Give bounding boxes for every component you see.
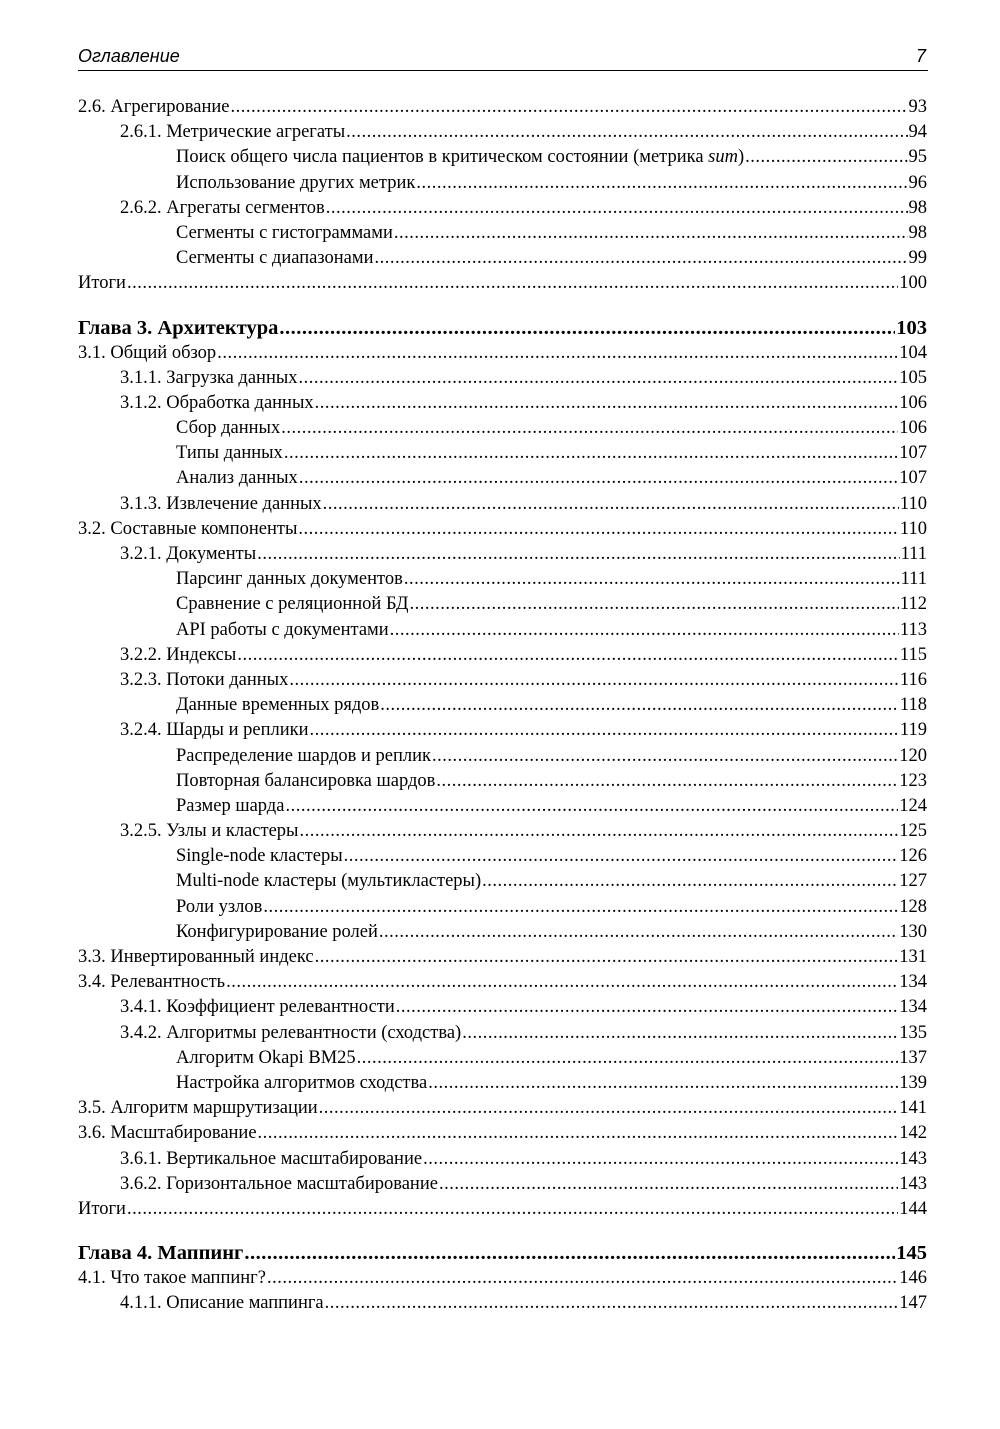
dot-leader bbox=[127, 1197, 898, 1222]
toc-entry-text: 3.5. Алгоритм маршрутизации bbox=[78, 1098, 318, 1119]
toc-entry-title bbox=[176, 869, 481, 894]
toc-page-number: 115 bbox=[899, 644, 927, 665]
toc-entry[interactable] bbox=[78, 618, 927, 643]
toc-entry[interactable] bbox=[78, 145, 927, 170]
toc-entry[interactable] bbox=[78, 693, 927, 718]
toc-entry-text: Размер шарда bbox=[176, 795, 285, 816]
toc-entry-text: Повторная балансировка шардов bbox=[176, 770, 436, 791]
toc-entry-text: 3.2.4. Шарды и реплики bbox=[120, 720, 309, 741]
toc-entry-text: Сегменты с диапазонами bbox=[176, 248, 374, 269]
toc-entry-title bbox=[176, 744, 431, 769]
toc-entry[interactable] bbox=[78, 341, 927, 366]
dot-leader bbox=[462, 1021, 898, 1046]
dot-leader bbox=[394, 221, 908, 246]
toc-entry[interactable] bbox=[78, 1266, 927, 1291]
toc-entry-title bbox=[176, 1046, 356, 1071]
toc-page-number: 131 bbox=[899, 947, 927, 967]
toc-entry-title bbox=[176, 794, 284, 819]
toc-entry-text: API работы с документами bbox=[176, 619, 389, 640]
dot-leader bbox=[319, 1096, 899, 1121]
toc-entry-title bbox=[120, 1021, 461, 1046]
toc-entry-text: Конфигурирование ролей bbox=[176, 921, 378, 942]
toc-page-number: 98 bbox=[908, 222, 927, 243]
toc-entry[interactable] bbox=[78, 819, 927, 844]
toc-entry-title bbox=[78, 517, 297, 542]
toc-entry-text: Сбор данных bbox=[176, 418, 281, 439]
toc-entry[interactable] bbox=[78, 1172, 927, 1197]
toc-entry[interactable] bbox=[78, 1046, 927, 1071]
toc-entry-title bbox=[176, 1071, 427, 1096]
toc-page-number: 107 bbox=[899, 468, 927, 489]
toc-entry-text: 3.1. Общий обзор bbox=[78, 342, 217, 363]
toc-entry[interactable] bbox=[78, 171, 927, 196]
dot-leader bbox=[289, 668, 899, 693]
toc-chapter-entry[interactable] bbox=[78, 1240, 927, 1266]
toc-entry-text: 3.1.3. Извлечение данных bbox=[120, 493, 322, 514]
toc-entry[interactable] bbox=[78, 567, 927, 592]
dot-leader bbox=[257, 542, 899, 567]
dot-leader bbox=[299, 819, 898, 844]
toc-page-number: 137 bbox=[899, 1047, 927, 1068]
toc-entry-text: 3.2.1. Документы bbox=[120, 544, 257, 564]
toc-page-number: 124 bbox=[899, 795, 927, 816]
toc-entry-title bbox=[176, 441, 283, 466]
dot-leader bbox=[439, 1172, 898, 1197]
toc-entry-text: 3.4.1. Коэффициент релевантности bbox=[120, 997, 395, 1018]
toc-entry[interactable] bbox=[78, 466, 927, 491]
toc-entry-text: 4.1. Что такое маппинг? bbox=[78, 1268, 266, 1289]
toc-entry[interactable] bbox=[78, 517, 927, 542]
toc-entry-text: Multi-node кластеры (мультикластеры) bbox=[176, 871, 482, 892]
dot-leader bbox=[310, 718, 899, 743]
toc-page-number: 135 bbox=[899, 1022, 927, 1043]
dot-leader bbox=[374, 246, 907, 271]
toc-page-number: 119 bbox=[899, 720, 927, 741]
toc-entry[interactable] bbox=[78, 668, 927, 693]
toc-entry-text: Распределение шардов и реплик bbox=[176, 745, 432, 766]
toc-entry-text: 3.1.1. Загрузка данных bbox=[120, 367, 298, 388]
dot-leader bbox=[323, 492, 899, 517]
toc-entry-title bbox=[120, 120, 345, 145]
toc-entry-title bbox=[120, 668, 288, 693]
toc-entry-title bbox=[120, 492, 322, 517]
toc-page-number: 130 bbox=[899, 921, 927, 942]
toc-page-number: 95 bbox=[908, 147, 927, 168]
dot-leader bbox=[432, 744, 898, 769]
dot-leader bbox=[127, 271, 898, 296]
dot-leader bbox=[357, 1046, 899, 1071]
toc-entry-title bbox=[78, 95, 230, 120]
toc-entry-title bbox=[78, 315, 278, 341]
dot-leader bbox=[279, 315, 895, 341]
toc-entry-title bbox=[176, 693, 379, 718]
toc-entry-text: Использование других метрик bbox=[176, 172, 416, 193]
toc-page-number: 111 bbox=[900, 569, 927, 590]
toc-entry[interactable] bbox=[78, 1121, 927, 1146]
toc-page-number: 112 bbox=[899, 594, 927, 615]
toc-entry-text-suffix: ) bbox=[737, 147, 745, 168]
toc-entry-title bbox=[78, 970, 225, 995]
toc-entry-text: Итоги bbox=[78, 1198, 126, 1219]
toc-entry[interactable] bbox=[78, 643, 927, 668]
toc-page-number: 110 bbox=[899, 493, 927, 514]
running-header bbox=[78, 44, 928, 71]
toc-entry[interactable] bbox=[78, 1021, 927, 1046]
toc-entry-text: 4.1.1. Описание маппинга bbox=[120, 1293, 324, 1314]
toc-entry[interactable] bbox=[78, 592, 927, 617]
dot-leader bbox=[482, 869, 898, 894]
toc-entry-italic-text: sum bbox=[708, 147, 738, 168]
toc-entry-title bbox=[120, 1172, 438, 1197]
toc-page-number: 123 bbox=[899, 770, 927, 791]
toc-entry-title bbox=[120, 1147, 422, 1172]
toc-chapter-entry[interactable] bbox=[78, 315, 927, 341]
toc-entry-title bbox=[120, 542, 256, 567]
toc-page-number: 128 bbox=[899, 896, 927, 917]
toc-entry-title bbox=[120, 1291, 324, 1316]
toc-entry-title bbox=[120, 995, 395, 1020]
toc-entry-title bbox=[176, 895, 262, 920]
toc-page-number: 116 bbox=[899, 669, 927, 690]
toc-entry[interactable] bbox=[78, 271, 927, 296]
toc-entry-text: 3.4. Релевантность bbox=[78, 972, 226, 993]
toc-page-number: 142 bbox=[899, 1123, 927, 1144]
toc-page-number: 143 bbox=[899, 1148, 927, 1169]
dot-leader bbox=[325, 1291, 899, 1316]
toc-entry-text: 3.6. Масштабирование bbox=[78, 1123, 257, 1144]
toc-entry-text: 3.6.1. Вертикальное масштабирование bbox=[120, 1148, 423, 1169]
running-header-title: Оглавление bbox=[78, 46, 180, 66]
toc-entry-title bbox=[176, 592, 409, 617]
toc-entry-title bbox=[78, 945, 314, 970]
toc-entry[interactable] bbox=[78, 492, 927, 517]
toc-page-number: 103 bbox=[896, 316, 927, 339]
toc-entry-title bbox=[176, 221, 393, 246]
dot-leader bbox=[346, 120, 907, 145]
toc-entry[interactable] bbox=[78, 221, 927, 246]
toc-page-number: 120 bbox=[899, 745, 927, 766]
toc-entry-text: 3.3. Инвертированный индекс bbox=[78, 947, 314, 967]
dot-leader bbox=[396, 995, 898, 1020]
dot-leader bbox=[217, 341, 898, 366]
toc-entry[interactable] bbox=[78, 416, 927, 441]
toc-page-number: 125 bbox=[899, 821, 927, 842]
dot-leader bbox=[436, 769, 898, 794]
toc-entry[interactable] bbox=[78, 995, 927, 1020]
toc-entry-title bbox=[120, 718, 309, 743]
toc-entry-title bbox=[78, 1121, 257, 1146]
toc-page-number: 96 bbox=[908, 172, 927, 193]
toc-entry-title bbox=[120, 196, 325, 221]
toc-entry[interactable] bbox=[78, 1291, 927, 1316]
toc-entry-title bbox=[120, 643, 236, 668]
toc-entry[interactable] bbox=[78, 1096, 927, 1121]
toc-entry[interactable] bbox=[78, 970, 927, 995]
dot-leader bbox=[299, 466, 898, 491]
dot-leader bbox=[226, 970, 898, 995]
dot-leader bbox=[315, 945, 899, 970]
toc-entry-title bbox=[78, 1240, 243, 1266]
toc-entry-text: 3.4.2. Алгоритмы релевантности (сходства) bbox=[120, 1022, 462, 1043]
toc-entry-text: Сегменты с гистограммами bbox=[176, 222, 393, 243]
toc-page-number: 107 bbox=[899, 443, 927, 464]
dot-leader bbox=[410, 592, 899, 617]
toc-entry-text: 3.2.2. Индексы bbox=[120, 644, 237, 665]
toc-entry-title bbox=[176, 145, 744, 170]
toc-entry-text: Итоги bbox=[78, 273, 126, 294]
toc-entry[interactable] bbox=[78, 895, 927, 920]
dot-leader bbox=[380, 693, 899, 718]
toc-entry-title bbox=[176, 618, 389, 643]
toc-page-number: 94 bbox=[908, 122, 927, 143]
toc-entry[interactable] bbox=[78, 1071, 927, 1096]
toc-entry-text: 3.2. Составные компоненты bbox=[78, 518, 298, 539]
toc-page-number: 145 bbox=[896, 1242, 927, 1265]
dot-leader bbox=[263, 895, 898, 920]
toc-page-number: 106 bbox=[899, 392, 927, 413]
toc-entry-title bbox=[78, 1197, 126, 1222]
toc-entry-title bbox=[176, 171, 415, 196]
dot-leader bbox=[404, 567, 900, 592]
toc-entry-text: 3.1.2. Обработка данных bbox=[120, 392, 314, 413]
toc-entry-text: 3.2.5. Узлы и кластеры bbox=[120, 821, 299, 842]
toc-page-number: 118 bbox=[899, 695, 927, 716]
dot-leader bbox=[315, 391, 899, 416]
dot-leader bbox=[284, 441, 898, 466]
dot-leader bbox=[416, 171, 907, 196]
toc-page-number: 146 bbox=[899, 1268, 927, 1289]
toc-page-number: 134 bbox=[899, 972, 927, 993]
toc-entry-title bbox=[78, 271, 126, 296]
toc-page-number: 93 bbox=[908, 97, 927, 117]
toc-entry[interactable] bbox=[78, 196, 927, 221]
toc-entry-text: 3.6.2. Горизонтальное масштабирование bbox=[120, 1173, 438, 1194]
toc-page-number: 99 bbox=[908, 248, 927, 269]
toc-entry-text: Алгоритм Okapi BM25 bbox=[176, 1047, 356, 1068]
dot-leader bbox=[428, 1071, 898, 1096]
toc-entry[interactable] bbox=[78, 718, 927, 743]
toc-page-number: 113 bbox=[899, 619, 927, 640]
toc-entry-title bbox=[176, 769, 435, 794]
toc-page-number: 98 bbox=[908, 197, 927, 218]
toc-entry-text: 3.2.3. Потоки данных bbox=[120, 669, 289, 690]
toc-page-number: 144 bbox=[899, 1198, 927, 1219]
toc-entry-title bbox=[78, 1266, 266, 1291]
toc-entry-title bbox=[120, 819, 298, 844]
dot-leader bbox=[237, 643, 899, 668]
toc-entry[interactable] bbox=[78, 1197, 927, 1222]
dot-leader bbox=[344, 844, 899, 869]
dot-leader bbox=[258, 1121, 899, 1146]
toc-entry-text: Роли узлов bbox=[176, 896, 263, 917]
toc-entry[interactable] bbox=[78, 542, 927, 567]
toc-entry-text: 2.6.1. Метрические агрегаты bbox=[120, 122, 346, 143]
toc-page-number: 100 bbox=[899, 273, 927, 294]
toc-entry[interactable] bbox=[78, 869, 927, 894]
toc-page-number: 141 bbox=[899, 1098, 927, 1119]
toc-entry-text: Сравнение с реляционной БД bbox=[176, 594, 409, 615]
dot-leader bbox=[390, 618, 899, 643]
toc-entry-title bbox=[176, 920, 378, 945]
toc-page-number: 110 bbox=[899, 518, 927, 539]
toc-entry-text: 2.6.2. Агрегаты сегментов bbox=[120, 197, 325, 218]
toc-entry[interactable] bbox=[78, 120, 927, 145]
toc-entry[interactable] bbox=[78, 920, 927, 945]
toc-entry[interactable] bbox=[78, 366, 927, 391]
toc-entry-title bbox=[176, 567, 403, 592]
running-header-page-number: 7 bbox=[915, 46, 926, 66]
toc-entry-text: Парсинг данных документов bbox=[176, 569, 403, 590]
dot-leader bbox=[244, 1240, 895, 1266]
toc-entry-text: Поиск общего числа пациентов в критическом состоянии (метрика bbox=[176, 147, 709, 168]
toc-page-number: 127 bbox=[899, 871, 927, 892]
dot-leader bbox=[285, 794, 898, 819]
toc-page-number: 104 bbox=[899, 342, 927, 363]
dot-leader bbox=[326, 196, 908, 221]
toc-entry[interactable] bbox=[78, 95, 927, 120]
toc-page-number: 143 bbox=[899, 1173, 927, 1194]
toc-entry-title bbox=[176, 466, 298, 491]
dot-leader bbox=[745, 145, 907, 170]
toc-page-number: 106 bbox=[899, 418, 927, 439]
toc-entry[interactable] bbox=[78, 246, 927, 271]
toc-entry-text: Глава 4. Маппинг bbox=[78, 1242, 244, 1265]
toc-entry-text: Single-node кластеры bbox=[176, 846, 343, 867]
toc-entry-title bbox=[120, 366, 298, 391]
toc-entry-text: Анализ данных bbox=[176, 468, 298, 489]
toc-entry-text: Типы данных bbox=[176, 443, 283, 464]
dot-leader bbox=[281, 416, 898, 441]
dot-leader bbox=[299, 366, 899, 391]
toc-entry-text: Глава 3. Архитектура bbox=[78, 316, 279, 339]
toc-page-number: 134 bbox=[899, 997, 927, 1018]
toc-entry[interactable] bbox=[78, 794, 927, 819]
toc-entry[interactable] bbox=[78, 769, 927, 794]
dot-leader bbox=[267, 1266, 898, 1291]
toc-page-number: 147 bbox=[899, 1293, 927, 1314]
dot-leader bbox=[379, 920, 898, 945]
toc-entry[interactable] bbox=[78, 391, 927, 416]
table-of-contents bbox=[78, 95, 927, 1316]
toc-entry-title bbox=[78, 1096, 318, 1121]
toc-page-number: 105 bbox=[899, 367, 927, 388]
toc-page-number: 111 bbox=[900, 544, 927, 564]
toc-entry-title bbox=[78, 341, 216, 366]
toc-entry-title bbox=[176, 844, 343, 869]
toc-entry-text: Данные временных рядов bbox=[176, 695, 380, 716]
toc-entry-title bbox=[176, 246, 373, 271]
dot-leader bbox=[423, 1147, 898, 1172]
toc-page-number: 126 bbox=[899, 846, 927, 867]
toc-entry[interactable] bbox=[78, 945, 927, 970]
toc-entry[interactable] bbox=[78, 744, 927, 769]
toc-entry-title bbox=[176, 416, 280, 441]
toc-entry[interactable] bbox=[78, 441, 927, 466]
toc-entry-text: Настройка алгоритмов сходства bbox=[176, 1072, 428, 1093]
dot-leader bbox=[231, 95, 908, 120]
toc-entry-title bbox=[120, 391, 314, 416]
dot-leader bbox=[298, 517, 899, 542]
toc-entry-text: 2.6. Агрегирование bbox=[78, 97, 230, 117]
toc-entry[interactable] bbox=[78, 1147, 927, 1172]
toc-page-number: 139 bbox=[899, 1072, 927, 1093]
toc-entry[interactable] bbox=[78, 844, 927, 869]
